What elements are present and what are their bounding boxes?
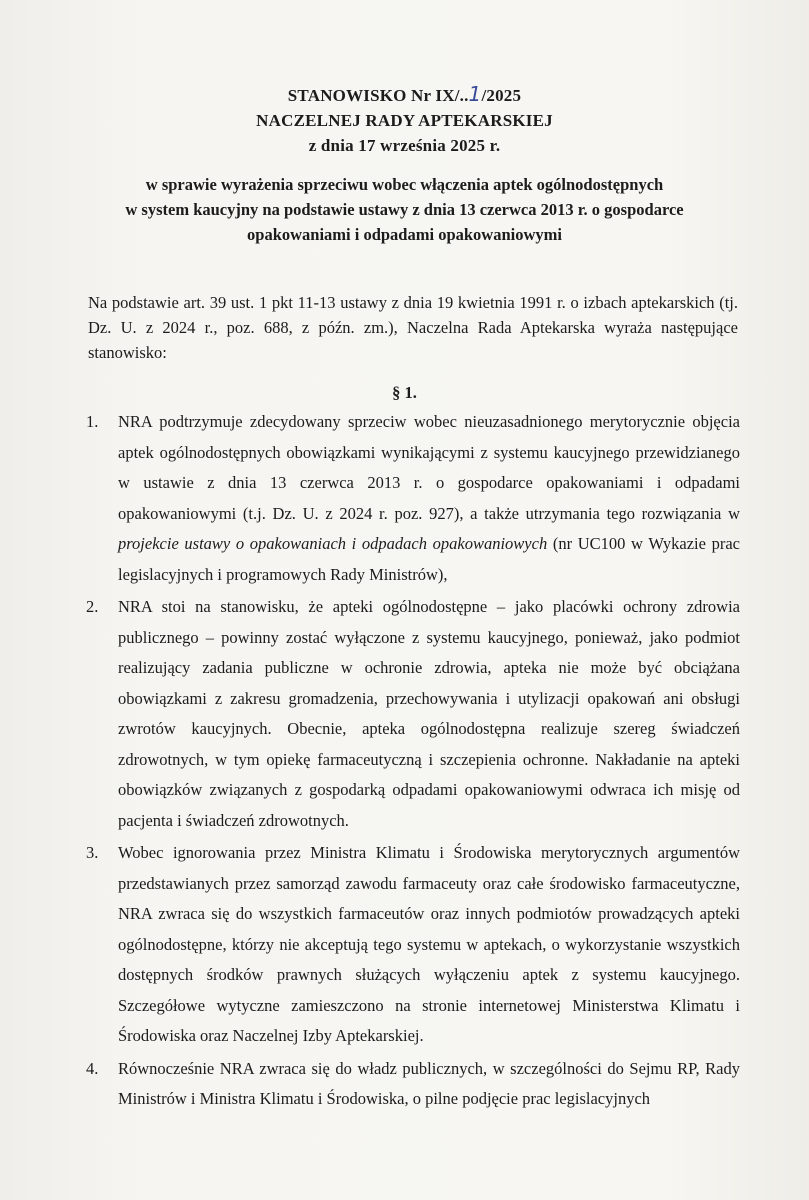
list-item: [80, 838, 740, 1052]
item-number: 3.: [86, 843, 99, 862]
subject-line: w sprawie wyrażenia sprzeciwu wobec włączenia aptek ogólnodostępnych: [145, 175, 664, 194]
list-item: [80, 592, 740, 836]
item-number: 1.: [86, 412, 99, 431]
intro-paragraph: Na podstawie art. 39 ust. 1 pkt 11-13 ustawy z dnia 19 kwietnia 1991 r. o izbach aptekarskich (tj. Dz. U. z 2024 r., poz. 688, z późn. zm.), Naczelna Rada Aptekarska wyraża następujące stanowisko:: [88, 293, 738, 362]
resolution-number: STANOWISKO Nr IX/..1/2025: [287, 82, 522, 106]
document-header: [0, 82, 809, 158]
item-number: 4.: [86, 1058, 99, 1078]
document-subject: [0, 172, 809, 247]
issuing-body: NACZELNEJ RADY APTEKARSKIEJ: [256, 111, 553, 130]
item-text: NRA podtrzymuje zdecydowany sprzeciw wobec nieuzasadnionego merytorycznie objęcia aptek ogólnodostępnych obowiązkami wynikającymi z systemu kaucyjnego przewidzianego w ustawie z dnia 13 czerwca 2013 r. o gospodarce opakowaniami i odpadami opakowaniowymi (t.j. Dz. U. z 2024 r. poz. 927), a także utrzymania tego rozwiązania w projekcie ustawy o opakowaniach i odpadach opakowaniowych (nr UC100 w Wykazie prac legislacyjnych i programowych Rady Ministrów),: [118, 412, 740, 584]
list-item: [80, 1054, 740, 1115]
item-text: Wobec ignorowania przez Ministra Klimatu i Środowiska merytorycznych argumentów przedstawianych przez samorząd zawodu farmaceuty oraz całe środowisko farmaceutyczne, NRA zwraca się do wszystkich farmaceutów oraz innych podmiotów prowadzących apteki ogólnodostępne, którzy nie akceptują tego systemu w aptekach, o wykorzystanie wszystkich dostępnych środków prawnych służących wyłączeniu aptek z systemu kaucyjnego. Szczegółowe wytyczne zamieszczono na stronie internetowej Ministerstwa Klimatu i Środowiska oraz Naczelnej Izby Aptekarskiej.: [118, 843, 740, 1045]
handwritten-number: 1: [468, 82, 482, 106]
subject-line: w system kaucyjny na podstawie ustawy z dnia 13 czerwca 2013 r. o gospodarce: [125, 200, 684, 219]
numbered-list: [80, 407, 740, 1117]
list-item: [80, 407, 740, 590]
item-text: NRA stoi na stanowisku, że apteki ogólnodostępne – jako placówki ochrony zdrowia publicznego – powinny zostać wyłączone z systemu kaucyjnego, ponieważ, jako podmiot realizujący zadania publiczne w ochronie zdrowia, apteka nie może być obciążana obowiązkami z zakresu gromadzenia, przechowywania i utylizacji opakowań ani obsługi zwrotów kaucyjnych. Obecnie, apteka ogólnodostępna realizuje szereg świadczeń zdrowotnych, w tym opiekę farmaceutyczną i szczepienia ochronne. Nakładanie na apteki obowiązków związanych z gospodarką odpadami opakowaniowymi odwraca ich misję od pacjenta i świadczeń zdrowotnych.: [118, 597, 740, 830]
subject-line: opakowaniami i odpadami opakowaniowymi: [247, 225, 562, 244]
item-text: Równocześnie NRA zwraca się do władz publicznych, w szczególności do Sejmu RP, Rady Ministrów i Ministra Klimatu i Środowiska, o pilne podjęcie prac legislacyjnych: [118, 1058, 740, 1108]
item-number: 2.: [86, 597, 99, 616]
document-date: z dnia 17 września 2025 r.: [308, 136, 501, 155]
section-heading: § 1.: [392, 383, 417, 402]
